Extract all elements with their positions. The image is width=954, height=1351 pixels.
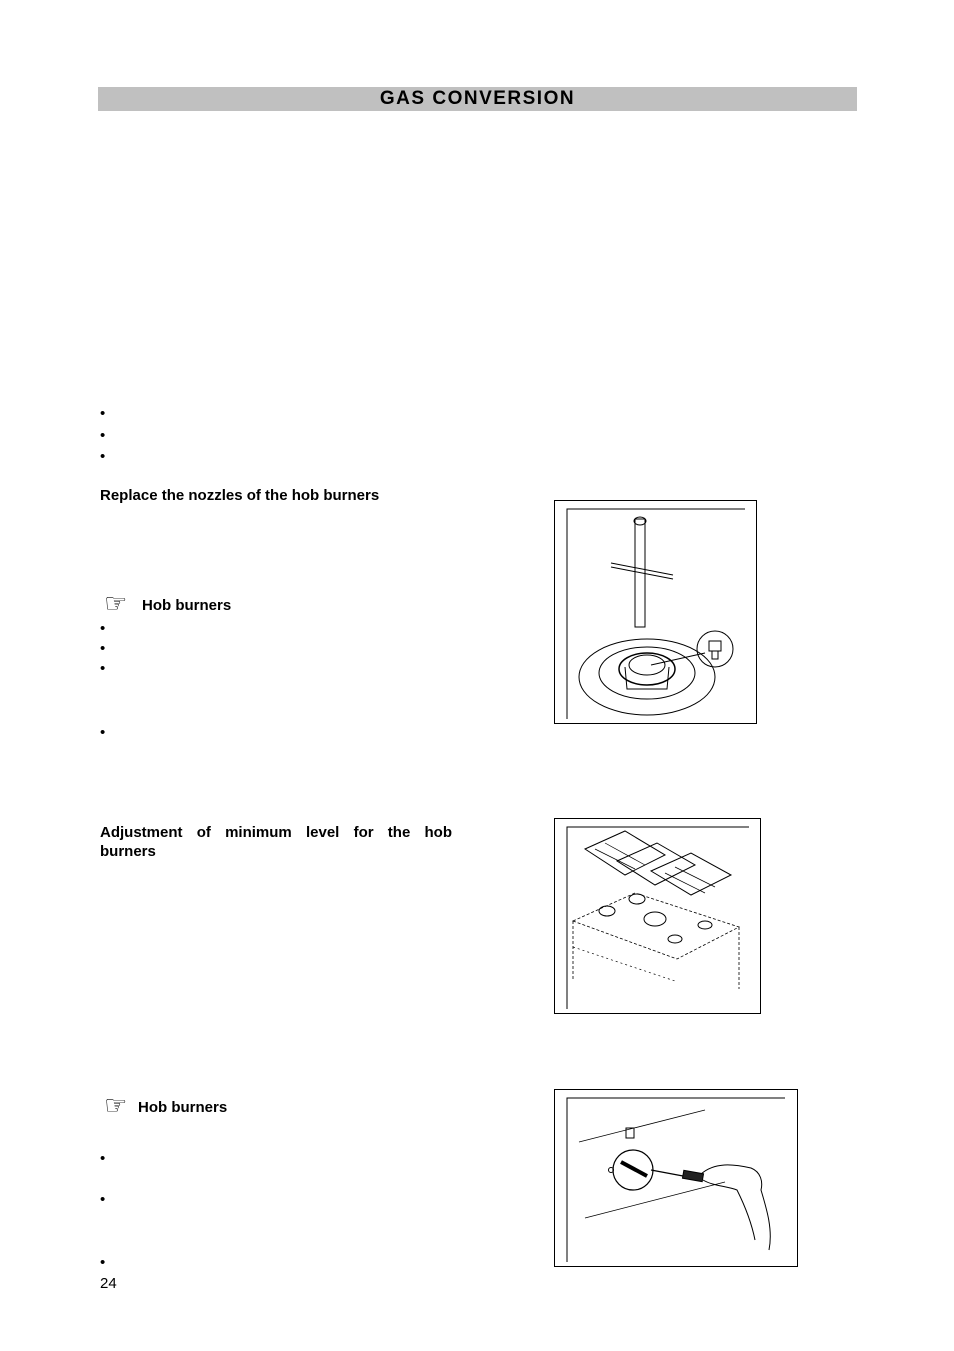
- section-title: GAS CONVERSION: [379, 88, 576, 109]
- knob-adjustment-illustration: [554, 1089, 798, 1267]
- nozzles-heading: Replace the nozzles of the hob burners: [100, 487, 380, 504]
- hob-burners-label: Hob burners: [142, 597, 232, 614]
- bullet-icon: •: [100, 620, 106, 637]
- bullet-icon: •: [100, 724, 106, 741]
- adjustment-heading-line1: Adjustment of minimum level for the hob: [100, 824, 452, 841]
- bullet-icon: •: [100, 405, 106, 422]
- pointing-hand-icon: ☞: [104, 1090, 128, 1120]
- adjustment-heading-line2: burners: [100, 843, 156, 860]
- hob-burners-label: Hob burners: [138, 1099, 228, 1116]
- bullet-icon: •: [100, 427, 106, 444]
- hob-pan-supports-illustration: [554, 818, 761, 1014]
- bullet-icon: •: [100, 1191, 106, 1208]
- bullet-icon: •: [100, 640, 106, 657]
- bullet-icon: •: [100, 1254, 106, 1271]
- bullet-icon: •: [100, 1150, 106, 1167]
- section-title-bar: [98, 87, 857, 111]
- pointing-hand-icon: ☞: [104, 588, 128, 618]
- bullet-icon: •: [100, 448, 106, 465]
- bullet-icon: •: [100, 660, 106, 677]
- page-number: 24: [100, 1275, 117, 1292]
- nozzle-wrench-illustration: [554, 500, 757, 724]
